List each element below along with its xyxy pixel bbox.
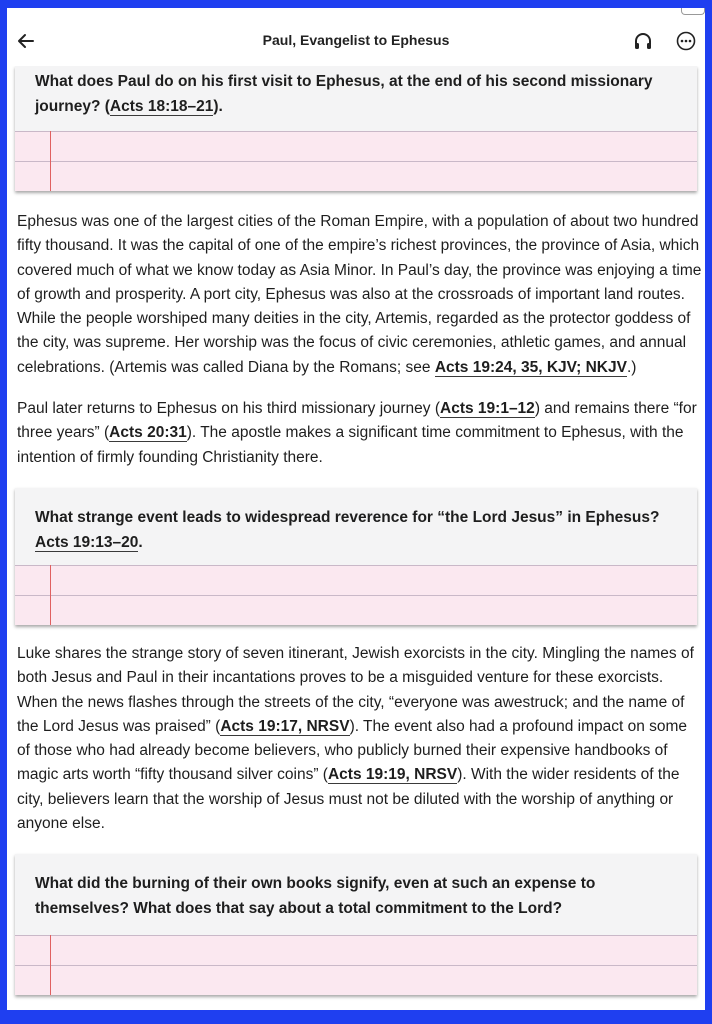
answer-notes-3[interactable] xyxy=(15,935,697,995)
answer-notes-2[interactable] xyxy=(15,565,697,625)
question-text-1: What does Paul do on his first visit to Ephesus, at the end of his second missionary journey? (Acts 18:18–21). xyxy=(35,73,653,115)
scripture-link[interactable]: Acts 18:18–21 xyxy=(109,98,214,115)
lesson-content xyxy=(7,66,705,995)
top-bar xyxy=(7,8,705,66)
scripture-link[interactable]: Acts 19:1–12 xyxy=(440,400,535,418)
question-card-3 xyxy=(15,854,697,995)
question-card-1 xyxy=(15,66,697,191)
page-title: Paul, Evangelist to Ephesus xyxy=(262,32,450,48)
paragraph-1: Ephesus was one of the largest cities of the Roman Empire, with a population of about two hundred fifty thousand. It was the capital of one of the empire’s richest provinces, the province of Asia, which covered much of what we know today as Asia Minor. In Paul’s day, the province was enjoying a time of growth and prosperity. A port city, Ephesus was also at the crossroads of important land routes. While the people worshiped many deities in the city, Artemis, regarded as the protector goddess of the city, was supreme. Her worship was the focus of civic ceremonies, athletic games, and annual celebrations. (Artemis was called Diana by the Romans; see Acts 19:24, 35, KJV; NKJV.) xyxy=(17,213,702,376)
headphones-icon[interactable] xyxy=(632,30,654,52)
scripture-link[interactable]: Acts 19:13–20 xyxy=(35,533,139,551)
more-options-icon[interactable] xyxy=(676,31,696,51)
answer-notes-1[interactable] xyxy=(15,131,697,191)
paragraph-2: Paul later returns to Ephesus on his third missionary journey (Acts 19:1–12) and remains there “for three years” (Acts 20:31). The apostle makes a significant time commitment to Ephesus, with the intention of firmly founding Christianity there. xyxy=(17,400,697,466)
paragraph-3: Luke shares the strange story of seven itinerant, Jewish exorcists in the city. Mingling the names of both Jesus and Paul in their incantations proves to be a misguided venture for these exorcists. When the news flashes through the streets of the city, “everyone was awestruck; and the name of the Lord Jesus was praised” (Acts 19:17, NRSV). The event also had a profound impact on some of those who had already become believers, who publicly burned their expensive handbooks of magic arts worth “fifty thousand silver coins” (Acts 19:19, NRSV). With the wider residents of the city, believers learn that the worship of Jesus must not be diluted with the worship of anything or anyone else. xyxy=(17,644,694,833)
scripture-link[interactable]: Acts 19:24, 35, KJV; NKJV xyxy=(434,358,627,376)
window-notch xyxy=(681,8,705,15)
reader-screen xyxy=(7,8,705,1010)
scripture-link[interactable]: Acts 19:17, NRSV xyxy=(220,717,350,735)
scripture-link[interactable]: Acts 20:31 xyxy=(109,424,187,442)
question-text-2: What strange event leads to widespread reverence for “the Lord Jesus” in Ephesus? Acts 19:13–20. xyxy=(35,508,660,551)
scripture-link[interactable]: Acts 19:19, NRSV xyxy=(327,766,458,784)
question-card-2 xyxy=(15,488,697,625)
question-text-3: What did the burning of their own books signify, even at such an expense to themselves? What does that say about a total commitment to the Lord? xyxy=(35,875,596,918)
